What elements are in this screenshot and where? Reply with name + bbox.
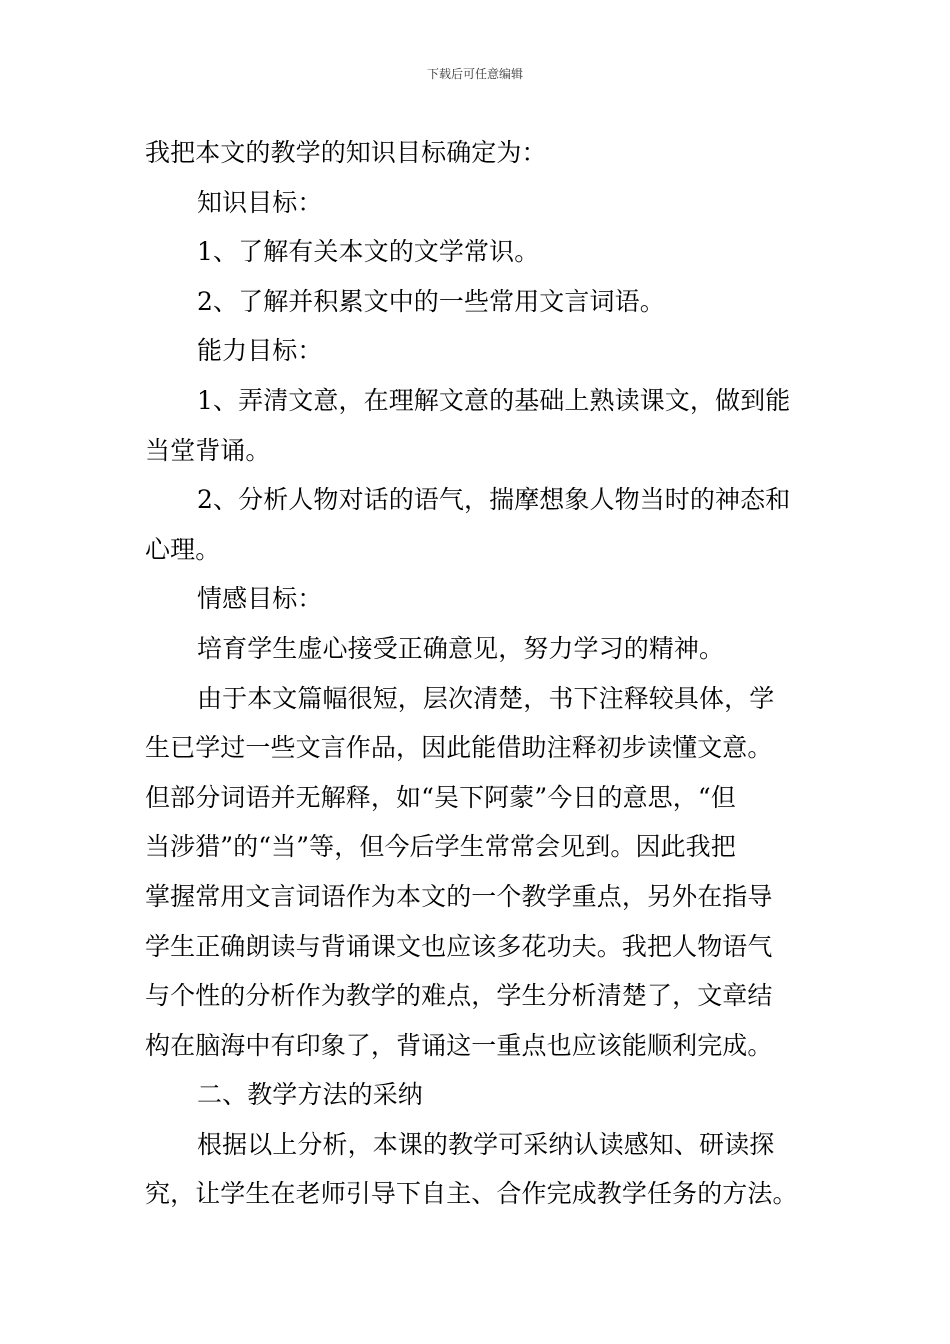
ability-goal-item-2: 2、分析人物对话的语气，揣摩想象人物当时的神态和: [197, 485, 791, 515]
emotion-goal-heading: 情感目标：: [197, 584, 323, 614]
knowledge-goal-heading: 知识目标：: [197, 187, 323, 217]
ability-goal-item-2-cont: 心理。: [145, 534, 221, 564]
knowledge-goal-item-1: 1、了解有关本文的文学常识。: [197, 237, 540, 267]
analysis-paragraph-line: 生已学过一些文言作品，因此能借助注释初步读懂文意。: [145, 733, 773, 763]
knowledge-goal-item-2: 2、了解并积累文中的一些常用文言词语。: [197, 286, 665, 316]
intro-line: 我把本文的教学的知识目标确定为：: [145, 138, 547, 167]
page-header: 下载后可任意编辑: [426, 67, 523, 81]
methods-paragraph-line: 根据以上分析，本课的教学可采纳认读感知、研读探: [197, 1129, 775, 1159]
analysis-paragraph-line: 学生正确朗读与背诵课文也应该多花功夫。我把人物语气: [145, 931, 773, 961]
ability-goal-item-1: 1、弄清文意，在理解文意的基础上熟读课文，做到能: [197, 385, 791, 415]
analysis-paragraph-line: 构在脑海中有印象了，背诵这一重点也应该能顺利完成。: [145, 1030, 773, 1060]
emotion-goal-text: 培育学生虚心接受正确意见，努力学习的精神。: [197, 633, 725, 663]
ability-goal-heading: 能力目标：: [197, 336, 323, 366]
analysis-paragraph-line: 但部分词语并无解释，如“吴下阿蒙”今日的意思，“但: [145, 782, 736, 812]
analysis-paragraph-line: 与个性的分析作为教学的难点，学生分析清楚了，文章结: [145, 981, 773, 1011]
ability-goal-item-1-cont: 当堂背诵。: [145, 435, 271, 465]
analysis-paragraph-line: 掌握常用文言词语作为本文的一个教学重点，另外在指导: [145, 881, 773, 911]
analysis-paragraph-line: 当涉猎”的“当”等，但今后学生常常会见到。因此我把: [145, 832, 736, 862]
section-heading-methods: 二、教学方法的采纳: [197, 1080, 423, 1110]
analysis-paragraph-line: 由于本文篇幅很短，层次清楚，书下注释较具体，学: [197, 683, 775, 713]
methods-paragraph-line: 究，让学生在老师引导下自主、合作完成教学任务的方法。: [145, 1179, 798, 1209]
document-body: [145, 128, 817, 1219]
